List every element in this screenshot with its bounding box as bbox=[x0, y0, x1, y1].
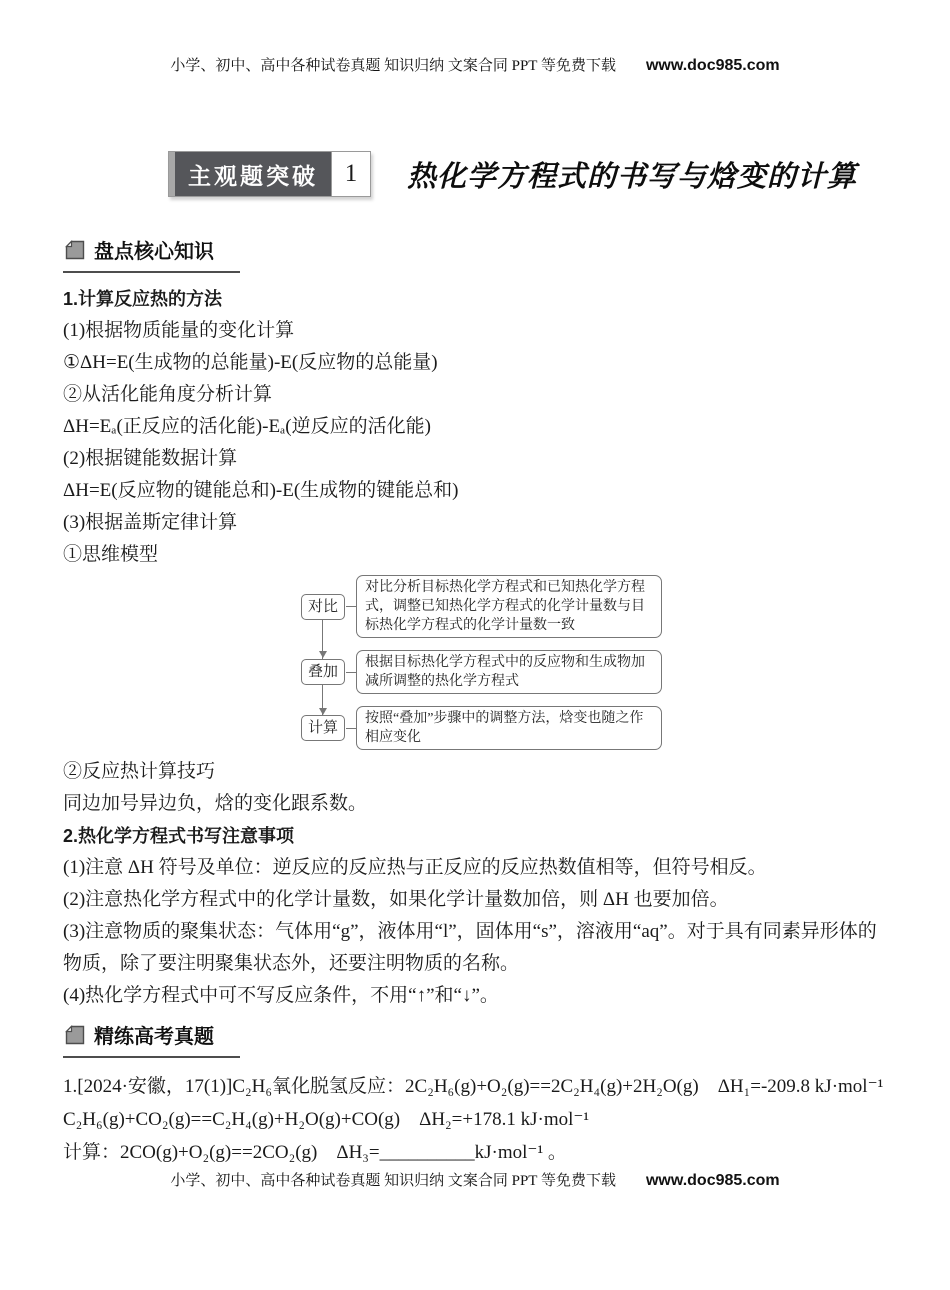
flow-step-label: 计算 bbox=[301, 715, 345, 741]
flow-step-description: 根据目标热化学方程式中的反应物和生成物加减所调整的热化学方程式 bbox=[356, 650, 662, 694]
flow-horizontal-connector bbox=[346, 728, 356, 729]
content-line bbox=[63, 884, 887, 916]
flow-step-description: 按照“叠加”步骤中的调整方法，焓变也随之作相应变化 bbox=[356, 706, 662, 750]
content-line bbox=[63, 788, 887, 820]
question-line bbox=[63, 1136, 887, 1169]
content-line-text: ΔH=E(反应物的键能总和)-E(生成物的键能总和) bbox=[63, 480, 459, 501]
content-line-text: 同边加号异边负，焓的变化跟系数。 bbox=[63, 793, 368, 814]
content-line-text: 1.计算反应热的方法 bbox=[63, 289, 223, 309]
content-line-text: (2)注意热化学方程式中的化学计量数，如果化学计量数加倍，则 ΔH 也要加倍。 bbox=[63, 889, 729, 910]
content-line-text: (1)注意 ΔH 符号及单位：逆反应的反应热与正反应的反应热数值相等，但符号相反。 bbox=[63, 857, 767, 878]
flow-step-label-cell bbox=[300, 594, 346, 620]
question-line-text: 1.[2024·安徽，17(1)]C₂H₆氧化脱氢反应：2C₂H₆(g)+O₂(g)==2C₂H₄(g)+2H₂O(g) ΔH₁=-209.8 kJ·mol⁻¹ bbox=[63, 1076, 884, 1097]
hess-law-flowchart bbox=[300, 575, 668, 750]
arrow-down-icon bbox=[319, 651, 327, 658]
flow-horizontal-connector bbox=[346, 606, 356, 607]
content-line-text: (4)热化学方程式中可不写反应条件，不用“↑”和“↓”。 bbox=[63, 985, 499, 1006]
content-line-text: ①思维模型 bbox=[63, 544, 159, 565]
content-line bbox=[63, 411, 887, 443]
content-line-text: (1)根据物质能量的变化计算 bbox=[63, 320, 295, 341]
content-line bbox=[63, 539, 887, 571]
content-line bbox=[63, 379, 887, 411]
content-line bbox=[63, 283, 887, 315]
title-row bbox=[168, 151, 950, 197]
content-line bbox=[63, 507, 887, 539]
content-line-text: ②反应热计算技巧 bbox=[63, 761, 216, 782]
content-line bbox=[63, 756, 887, 788]
section-header-knowledge bbox=[63, 235, 240, 273]
content-line-text: ΔH=Eₐ(正反应的活化能)-Eₐ(逆反应的活化能) bbox=[63, 416, 431, 437]
footer-url-link[interactable]: www.doc985.com bbox=[645, 1172, 780, 1189]
content-line-text: 2.热化学方程式书写注意事项 bbox=[63, 826, 295, 846]
content-line bbox=[63, 820, 887, 852]
flow-step-description: 对比分析目标热化学方程式和已知热化学方程式，调整已知热化学方程式的化学计量数与目标热化学方程式的化学计量数一致 bbox=[356, 575, 662, 638]
footer-text: 小学、初中、高中各种试卷真题 知识归纳 文案合同 PPT 等免费下载 bbox=[170, 1173, 616, 1189]
header-text: 小学、初中、高中各种试卷真题 知识归纳 文案合同 PPT 等免费下载 bbox=[170, 58, 616, 74]
content-line-text: (2)根据键能数据计算 bbox=[63, 448, 238, 469]
content-line bbox=[63, 916, 887, 980]
flowchart-step bbox=[300, 650, 668, 694]
section-title: 精练高考真题 bbox=[94, 1026, 214, 1048]
topic-badge bbox=[168, 151, 371, 197]
flowchart-steps bbox=[300, 575, 668, 750]
site-footer bbox=[0, 1169, 950, 1190]
badge-number: 1 bbox=[331, 152, 370, 196]
flowchart-step bbox=[300, 575, 668, 638]
question-line bbox=[63, 1070, 887, 1103]
content-line bbox=[63, 347, 887, 379]
knowledge-lines-b bbox=[63, 756, 887, 1012]
arrow-down-icon bbox=[319, 708, 327, 715]
knowledge-lines-a bbox=[63, 283, 887, 571]
flow-step-label: 叠加 bbox=[301, 659, 345, 685]
flow-horizontal-connector bbox=[346, 672, 356, 673]
flow-step-label-cell bbox=[300, 715, 346, 741]
content-line-text: ①ΔH=E(生成物的总能量)-E(反应物的总能量) bbox=[63, 352, 438, 373]
content-line bbox=[63, 980, 887, 1012]
badge-label: 主观题突破 bbox=[175, 152, 331, 196]
content-line bbox=[63, 852, 887, 884]
practice-question-lines bbox=[63, 1070, 887, 1169]
section-title: 盘点核心知识 bbox=[94, 241, 214, 263]
content-line-text: (3)根据盖斯定律计算 bbox=[63, 512, 238, 533]
content-line bbox=[63, 443, 887, 475]
question-line-text: C₂H₆(g)+CO₂(g)==C₂H₄(g)+H₂O(g)+CO(g) ΔH₂=+178.1 kJ·mol⁻¹ bbox=[63, 1109, 590, 1130]
content-line bbox=[63, 315, 887, 347]
content-line bbox=[63, 475, 887, 507]
flowchart-step bbox=[300, 706, 668, 750]
header-url-link[interactable]: www.doc985.com bbox=[645, 57, 780, 74]
content-line-text: (3)注意物质的聚集状态：气体用“g”，液体用“l”，固体用“s”，溶液用“aq”。对于具有同素异形体的物质，除了要注明聚集状态外，还要注明物质的名称。 bbox=[63, 921, 877, 974]
content-line-text: ②从活化能角度分析计算 bbox=[63, 384, 273, 405]
document-icon bbox=[65, 240, 85, 260]
page-title: 热化学方程式的书写与焓变的计算 bbox=[407, 160, 858, 193]
question-line bbox=[63, 1103, 887, 1136]
question-line-text: 计算：2CO(g)+O₂(g)==2CO₂(g) ΔH₃=__________kJ·mol⁻¹ 。 bbox=[63, 1142, 567, 1163]
document-icon bbox=[65, 1025, 85, 1045]
section-header-practice bbox=[63, 1020, 240, 1058]
site-header bbox=[0, 0, 950, 75]
flow-step-label: 对比 bbox=[301, 594, 345, 620]
flow-step-label-cell bbox=[300, 659, 346, 685]
